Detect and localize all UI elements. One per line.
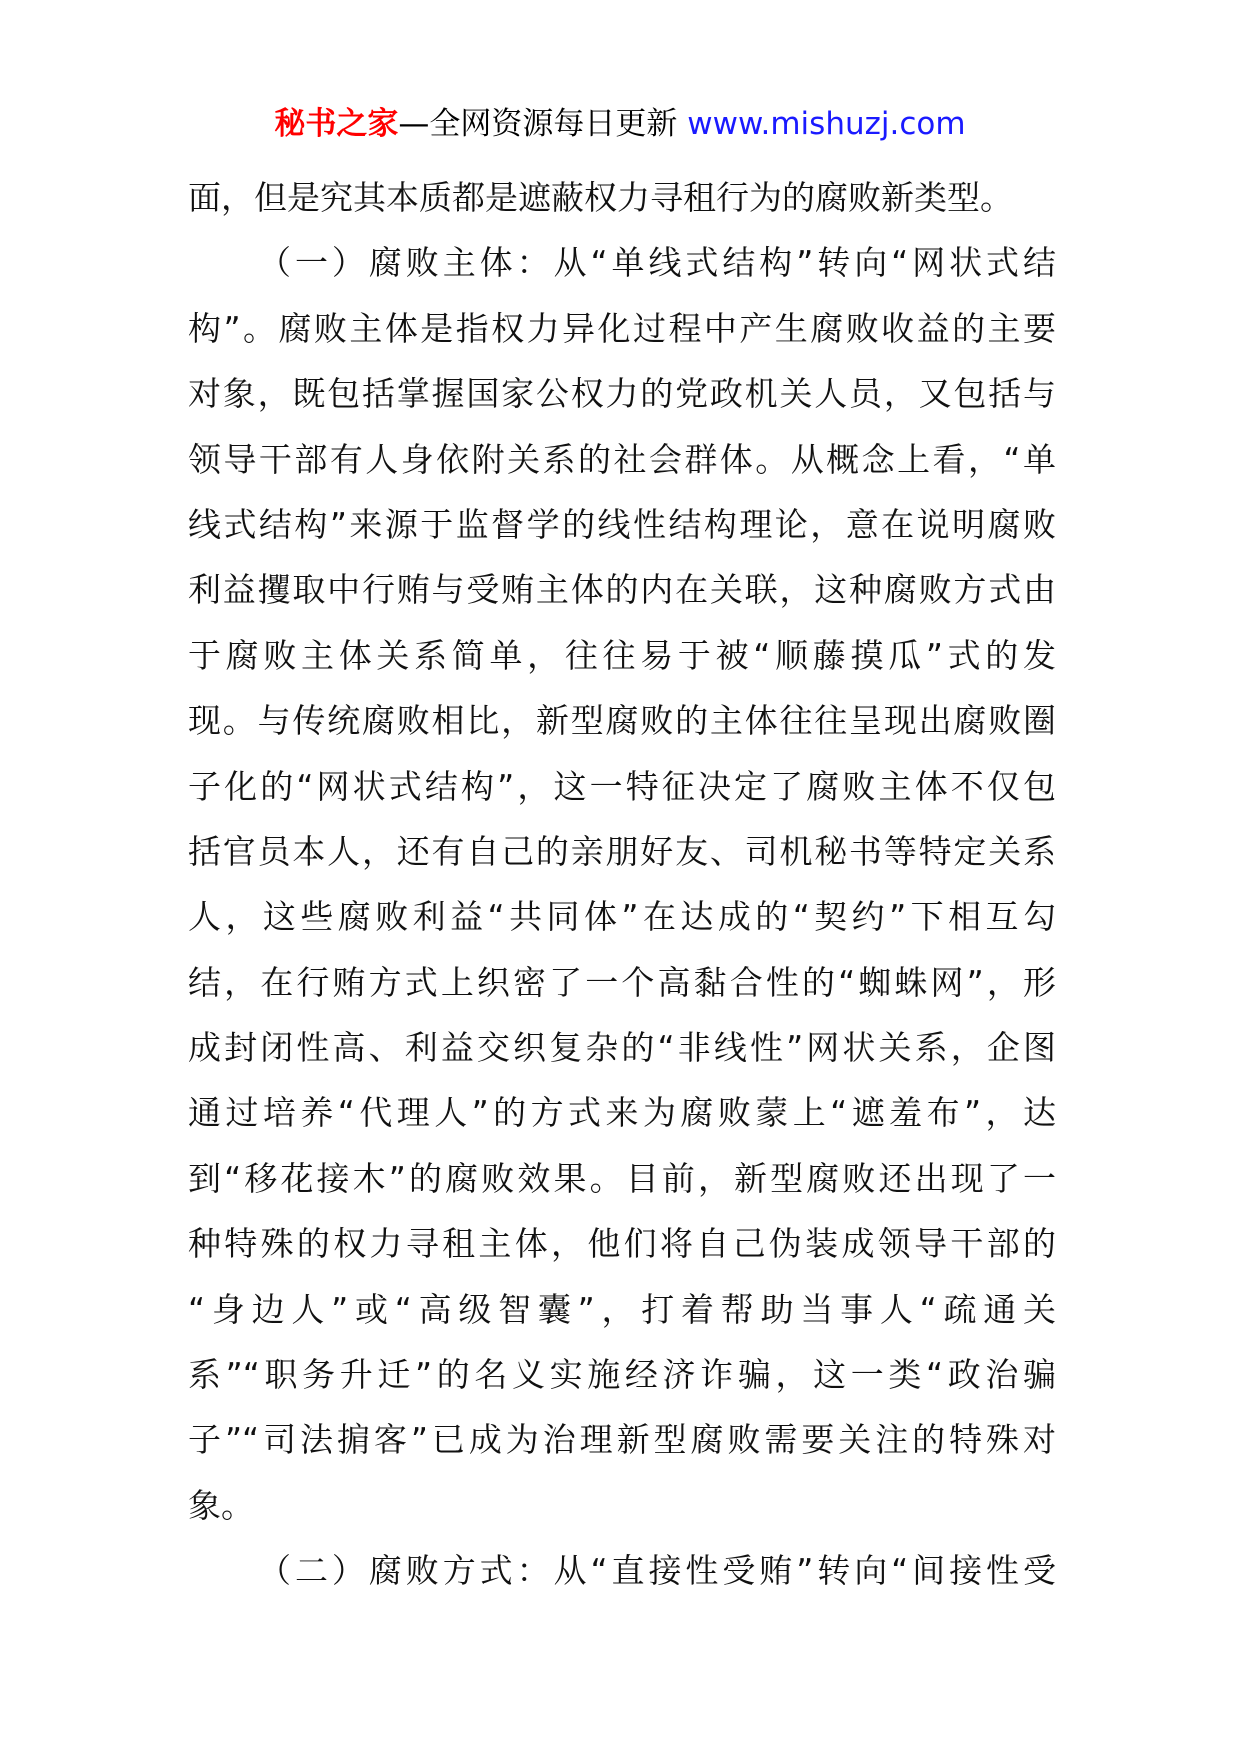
text-line: 领导干部有人身依附关系的社会群体。从概念上看，“单 <box>188 439 1056 479</box>
header-tagline: —全网资源每日更新 <box>398 106 678 142</box>
text-line: 括官员本人，还有自己的亲朋好友、司机秘书等特定关系 <box>188 831 1056 871</box>
text-line: 象。 <box>188 1485 254 1525</box>
text-line: 面，但是究其本质都是遮蔽权力寻租行为的腐败新类型。 <box>188 178 1013 217</box>
text-line: 人，这些腐败利益“共同体”在达成的“契约”下相互勾 <box>188 897 1056 937</box>
text-line: 线式结构”来源于监督学的线性结构理论，意在说明腐败 <box>188 504 1056 544</box>
text-line: 成封闭性高、利益交织复杂的“非线性”网状关系，企图 <box>188 1028 1056 1068</box>
text-line: 结，在行贿方式上织密了一个高黏合性的“蜘蛛网”，形 <box>188 962 1056 1002</box>
text-line: 到“移花接木”的腐败效果。目前，新型腐败还出现了一 <box>188 1158 1056 1198</box>
text-line: 现。与传统腐败相比，新型腐败的主体往往呈现出腐败圈 <box>188 701 1056 741</box>
text-line: 于腐败主体关系简单，往往易于被“顺藤摸瓜”式的发 <box>188 635 1056 675</box>
site-url-link[interactable]: www.mishuzj.com <box>687 106 966 142</box>
text-line: 对象，既包括掌握国家公权力的党政机关人员，又包括与 <box>188 374 1056 414</box>
text-line: 构”。腐败主体是指权力异化过程中产生腐败收益的主要 <box>188 308 1056 348</box>
brand-name: 秘书之家 <box>274 106 399 142</box>
document-body <box>188 165 1056 1604</box>
text-line: 子”“司法掮客”已成为治理新型腐败需要关注的特殊对 <box>188 1420 1056 1460</box>
text-line: 利益攫取中行贿与受贿主体的内在关联，这种腐败方式由 <box>188 570 1056 610</box>
site-header <box>0 102 1240 146</box>
text-line: 种特殊的权力寻租主体，他们将自己伪装成领导干部的 <box>188 1224 1056 1264</box>
text-line: 系”“职务升迁”的名义实施经济诈骗，这一类“政治骗 <box>188 1355 1056 1395</box>
text-line: 子化的“网状式结构”，这一特征决定了腐败主体不仅包 <box>188 766 1056 806</box>
text-line: “身边人”或“高级智囊”，打着帮助当事人“疏通关 <box>188 1289 1056 1329</box>
section-heading-two: （二）腐败方式：从“直接性受贿”转向“间接性受 <box>258 1551 1056 1591</box>
text-line: 通过培养“代理人”的方式来为腐败蒙上“遮羞布”，达 <box>188 1093 1056 1133</box>
section-heading-one: （一）腐败主体：从“单线式结构”转向“网状式结 <box>258 243 1056 283</box>
